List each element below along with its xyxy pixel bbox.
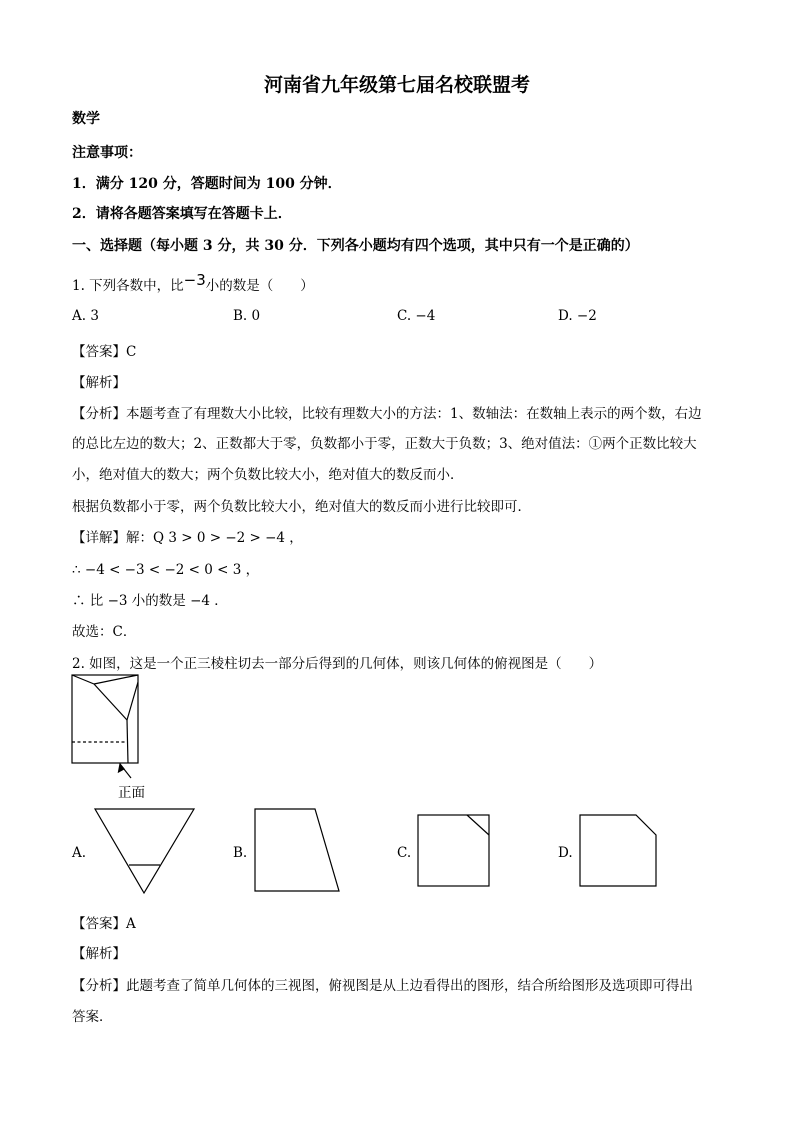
analysis-line: 根据负数都小于零，两个负数比较大小，绝对值大的数反而小进行比较即可． xyxy=(72,499,531,515)
page-title: 河南省九年级第七届名校联盟考 xyxy=(263,74,530,96)
subject-label: 数学 xyxy=(72,111,100,127)
analysis-label: 【解析】 xyxy=(72,946,126,962)
analysis-label: 【解析】 xyxy=(72,375,126,391)
option-a: A. 3 xyxy=(72,308,99,324)
question-2-stem: 2. 如图，这是一个正三棱柱切去一部分后得到的几何体，则该几何体的俯视图是（ ） xyxy=(72,656,603,672)
notice-item: 2．请将各题答案填写在答题卡上． xyxy=(72,206,292,222)
section-heading: 一、选择题（每小题 3 分，共 30 分．下列各小题均有四个选项，其中只有一个是正确的） xyxy=(72,238,639,254)
analysis-line: 【分析】此题考查了简单几何体的三视图，俯视图是从上边看得出的图形，结合所给图形及选项即可得出 xyxy=(72,978,693,994)
detail-line: ∴ −4 < −3 < −2 < 0 < 3 ， xyxy=(72,562,260,578)
stem-text: 小的数是（ ） xyxy=(205,278,314,294)
figure-label: 正面 xyxy=(118,785,145,801)
detail-line: 故选：C． xyxy=(72,624,137,640)
option-b-label: B. xyxy=(233,845,248,861)
analysis-line: 小，绝对值大的数大；两个负数比较大小，绝对值大的数反而小． xyxy=(72,467,464,483)
option-d-label: D. xyxy=(558,845,573,861)
notice-heading: 注意事项： xyxy=(72,145,142,161)
option-c-label: C. xyxy=(397,845,412,861)
detail-line: ∴ 比 −3 小的数是 −4 ． xyxy=(72,593,228,609)
option-b: B. 0 xyxy=(233,308,261,324)
notice-item: 1．满分 120 分，答题时间为 100 分钟． xyxy=(72,176,342,192)
answer-label: 【答案】A xyxy=(72,916,136,932)
answer-label: 【答案】C xyxy=(72,344,137,360)
option-a-label: A. xyxy=(72,845,87,861)
stem-text: 1. 下列各数中，比 xyxy=(72,278,184,294)
analysis-line: 的总比左边的数大；2、正数都大于零，负数都小于零，正数大于负数；3、绝对值法：①两个正数比较大 xyxy=(72,436,697,452)
detail-line: 【详解】解：Q 3 > 0 > −2 > −4 ， xyxy=(72,530,303,546)
stem-math: −3 xyxy=(183,271,206,289)
option-c: C. −4 xyxy=(397,308,436,324)
option-d: D. −2 xyxy=(558,308,597,324)
analysis-line: 【分析】本题考查了有理数大小比较，比较有理数大小的方法：1、数轴法：在数轴上表示的两个数，右边 xyxy=(72,406,702,422)
analysis-line: 答案． xyxy=(72,1009,113,1025)
